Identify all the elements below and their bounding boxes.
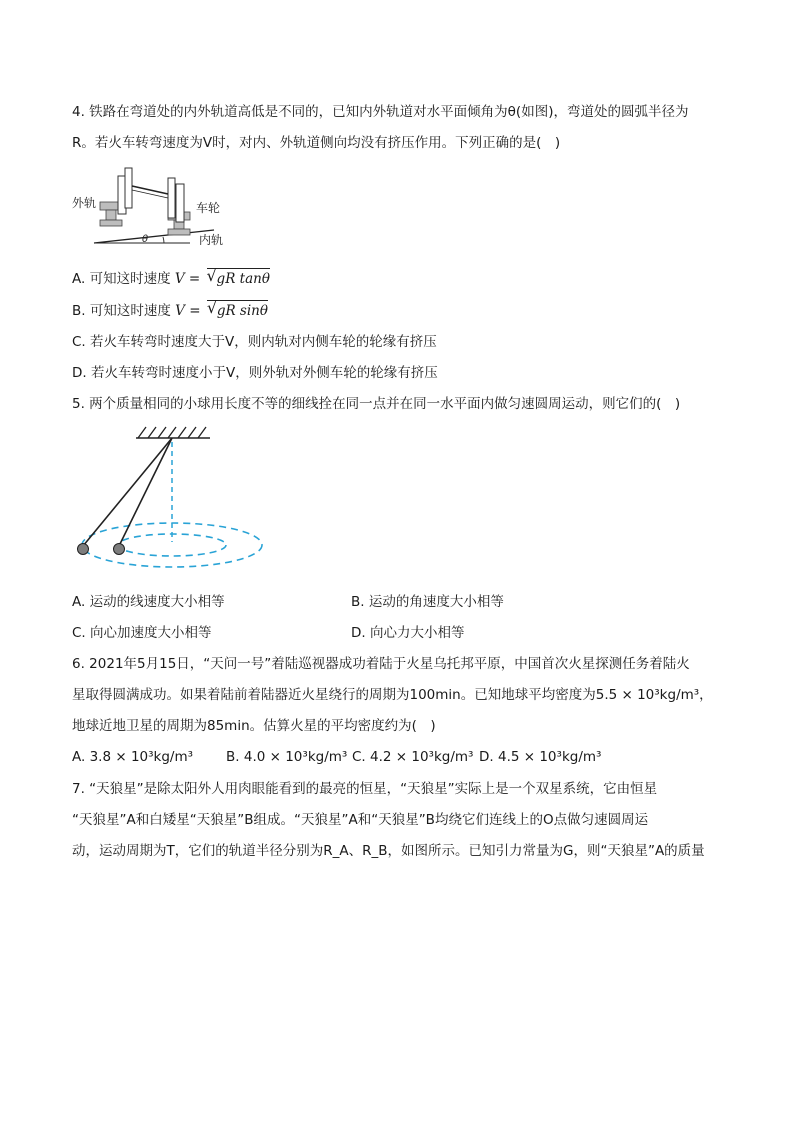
q6-option-d-text: 4.5 × 10³kg/m³: [497, 749, 602, 765]
q5-option-b-letter: B.: [351, 594, 365, 610]
q7-stem-line-3: 动，运动周期为T，它们的轨道半径分别为R_A、R_B，如图所示。已知引力常量为G，则“天狼星”A的质量: [72, 843, 705, 859]
q6-option-b-text: 4.0 × 10³kg/m³: [243, 749, 348, 765]
q6-option-d-letter: D.: [479, 749, 494, 765]
q5-option-c: [72, 623, 212, 643]
q4-option-b-formula: V =: [175, 303, 201, 319]
q4-option-a-sqrt: √ gR tanθ: [206, 266, 270, 287]
q5-option-b: [351, 592, 504, 612]
q4-label-wheel: 车轮: [196, 201, 221, 215]
q4-option-c: [72, 332, 437, 352]
q5-option-d-text: 向心力大小相等: [369, 625, 465, 641]
q5-option-c-letter: C.: [72, 625, 86, 641]
q5-stem: 5. 两个质量相同的小球用长度不等的细线拴在同一点并在同一水平面内做匀速圆周运动，则它们的( ): [72, 396, 681, 412]
q5-option-d: [351, 623, 464, 643]
q5-option-a: [72, 592, 225, 612]
q5-option-a-letter: A.: [72, 594, 86, 610]
q6-option-d: [479, 747, 601, 767]
q6-option-c-letter: C.: [352, 749, 366, 765]
q4-option-b-text: 可知这时速度: [89, 303, 171, 319]
q4-option-d-text: 若火车转弯时速度小于V，则外轨对外侧车轮的轮缘有挤压: [90, 365, 438, 381]
q4-option-b-sqrt: √ gR sinθ: [206, 298, 268, 319]
q6-option-b: [226, 747, 347, 767]
q4-option-b-letter: B.: [72, 303, 86, 319]
q4-stem-line-1: 4. 铁路在弯道处的内外轨道高低是不同的，已知内外轨道对水平面倾角为θ(如图)，弯道处的圆弧半径为: [72, 104, 689, 120]
q6-option-a-letter: A.: [72, 749, 86, 765]
q4-rail-figure: [72, 164, 234, 250]
q4-option-a-letter: A.: [72, 271, 86, 287]
q4-option-b: [72, 300, 268, 321]
q6-option-a: [72, 747, 193, 767]
q4-label-angle: θ: [142, 234, 149, 245]
q5-option-a-text: 运动的线速度大小相等: [89, 594, 225, 610]
q6-option-b-letter: B.: [226, 749, 240, 765]
q4-option-a: [72, 268, 270, 289]
q6-option-a-text: 3.8 × 10³kg/m³: [89, 749, 194, 765]
q7-stem-line-1: 7. “天狼星”是除太阳外人用肉眼能看到的最亮的恒星，“天狼星”实际上是一个双星系统，它由恒星: [72, 781, 658, 797]
q6-stem-line-3: 地球近地卫星的周期为85min。估算火星的平均密度约为( ): [72, 718, 436, 734]
q6-stem-line-2: 星取得圆满成功。如果着陆前着陆器近火星绕行的周期为100min。已知地球平均密度为5.5 × 10³kg/m³，: [72, 687, 713, 703]
q5-option-b-text: 运动的角速度大小相等: [368, 594, 504, 610]
q4-option-c-text: 若火车转弯时速度大于V，则内轨对内侧车轮的轮缘有挤压: [90, 334, 437, 350]
q5-option-c-text: 向心加速度大小相等: [90, 625, 212, 641]
q4-label-outer: 外轨: [72, 196, 97, 210]
q4-option-a-text: 可知这时速度: [89, 271, 171, 287]
q4-option-b-root: gR sinθ: [216, 303, 268, 319]
q4-option-c-letter: C.: [72, 334, 86, 350]
q4-label-inner: 内轨: [199, 233, 224, 247]
q4-option-d: [72, 363, 438, 383]
q4-option-d-letter: D.: [72, 365, 87, 381]
q4-stem-line-2: R。若火车转弯速度为V时，对内、外轨道侧向均没有挤压作用。下列正确的是( ): [72, 135, 561, 151]
q7-stem-line-2: “天狼星”A和白矮星“天狼星”B组成。“天狼星”A和“天狼星”B均绕它们连线上的O点做匀速圆周运: [72, 812, 649, 828]
q6-option-c: [352, 747, 473, 767]
q5-option-d-letter: D.: [351, 625, 366, 641]
q6-option-c-text: 4.2 × 10³kg/m³: [370, 749, 474, 765]
q4-option-a-formula: V =: [174, 271, 201, 287]
q6-stem-line-1: 6. 2021年5月15日，“天问一号”着陆巡视器成功着陆于火星乌托邦平原，中国首次火星探测任务着陆火: [72, 656, 690, 672]
q5-pendulum-figure: [72, 424, 268, 576]
q4-option-a-root: gR tanθ: [216, 271, 270, 287]
